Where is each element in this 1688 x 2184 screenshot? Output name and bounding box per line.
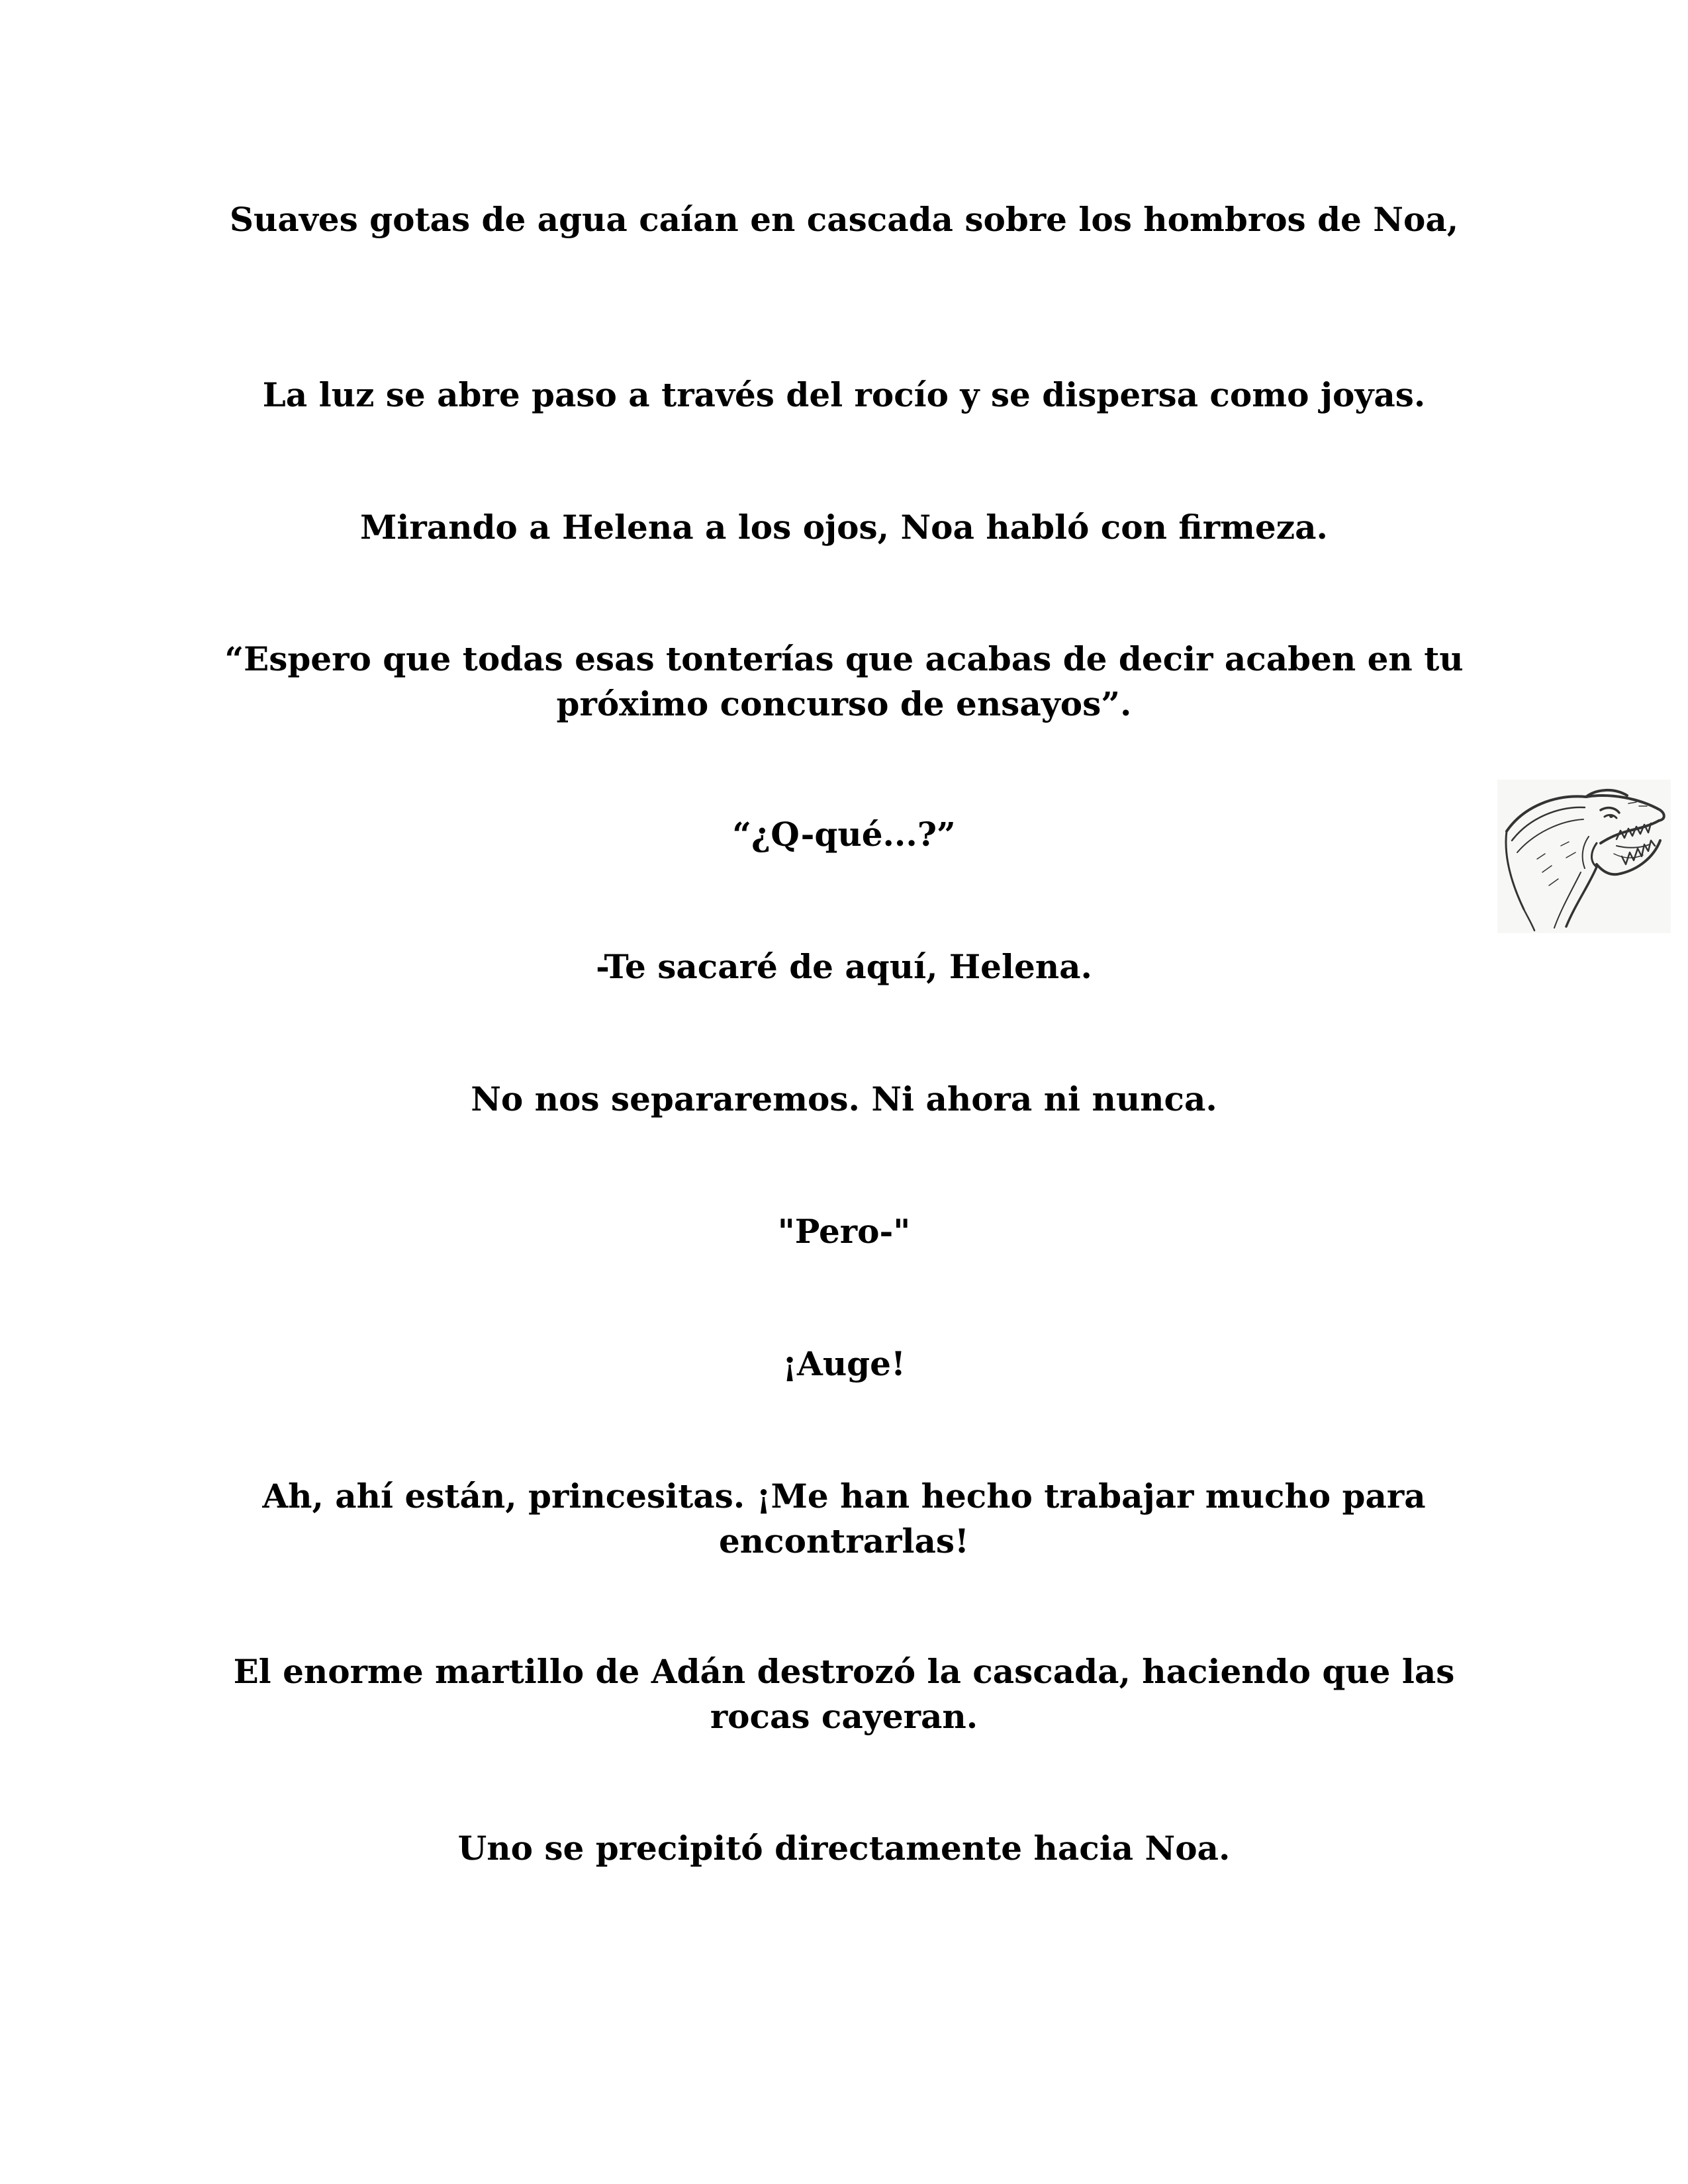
paragraph-3: Mirando a Helena a los ojos, Noa habló con firmeza. <box>360 508 1328 547</box>
paragraph-5: “¿Q-qué...?” <box>732 815 956 854</box>
dinosaur-head-sketch-icon <box>1497 780 1671 933</box>
paragraph-4: “Espero que todas esas tonterías que acabas de decir acaben en tu próximo concurso de ensayos”. <box>224 639 1464 723</box>
paragraph-10: Ah, ahí están, princesitas. ¡Me han hecho trabajar mucho para encontrarlas! <box>262 1477 1426 1561</box>
paragraph-2: La luz se abre paso a través del rocío y se dispersa como joyas. <box>262 375 1426 414</box>
paragraph-6: -Te sacaré de aquí, Helena. <box>596 947 1092 986</box>
paragraph-8: "Pero-" <box>777 1212 911 1251</box>
paragraph-11: El enorme martillo de Adán destrozó la cascada, haciendo que las rocas cayeran. <box>233 1652 1455 1736</box>
paragraph-9: ¡Auge! <box>782 1344 906 1383</box>
paragraph-1: Suaves gotas de agua caían en cascada sobre los hombros de Noa, <box>229 200 1459 239</box>
paragraph-12: Uno se precipitó directamente hacia Noa. <box>457 1829 1231 1868</box>
paragraph-7: No nos separaremos. Ni ahora ni nunca. <box>471 1079 1217 1118</box>
